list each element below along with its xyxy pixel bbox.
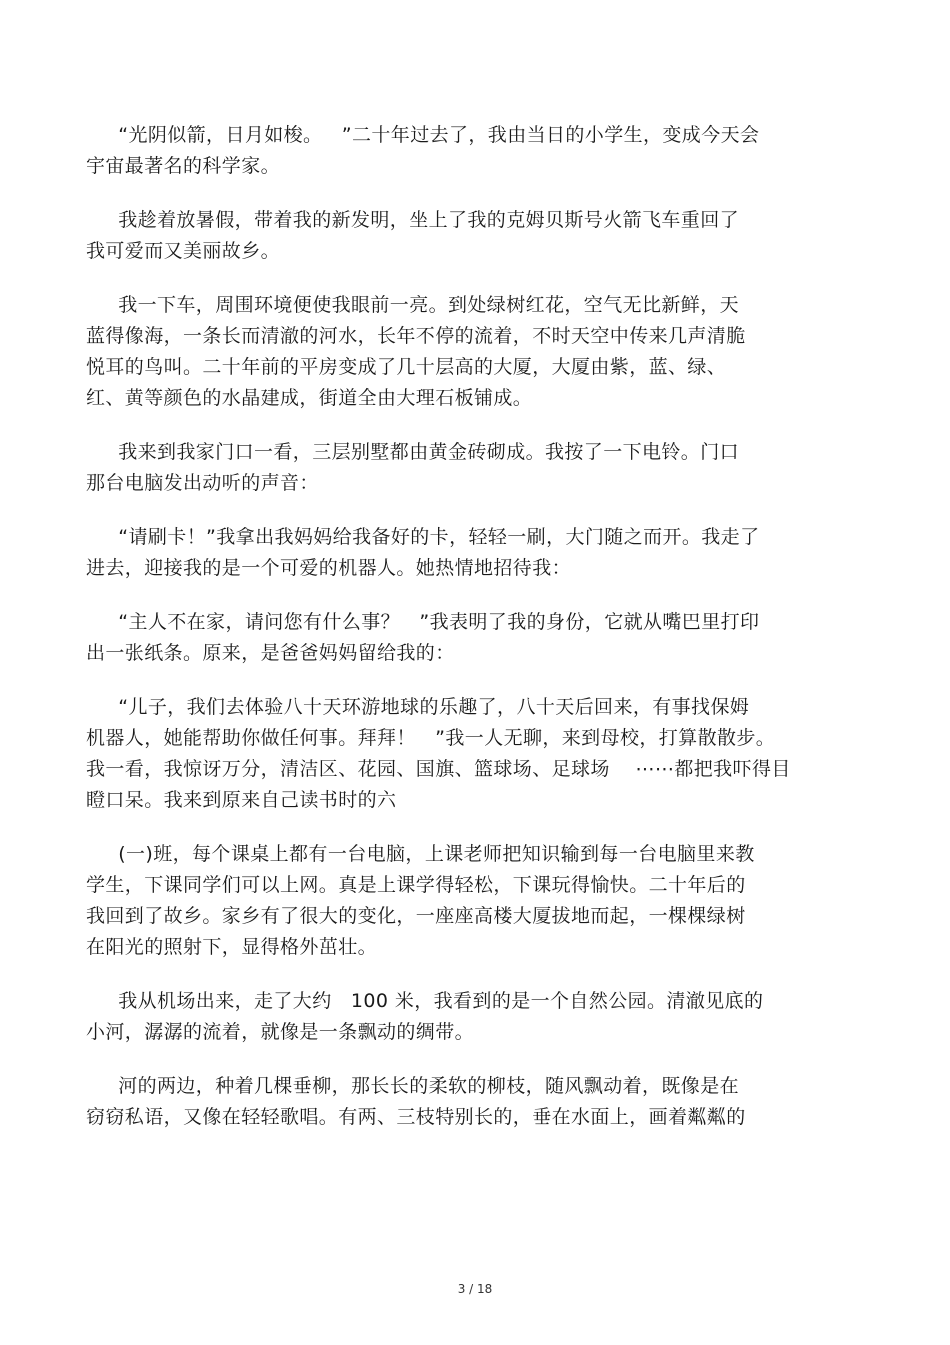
- paragraph-7: [86, 692, 866, 816]
- text-line: 我从机场出来，走了大约 100 米，我看到的是一个自然公园。清澈见底的: [86, 990, 764, 1012]
- paragraph-8: [86, 839, 866, 963]
- text-line: “主人不在家，请问您有什么事？ ”我表明了我的身份，它就从嘴巴里打印: [86, 611, 760, 633]
- text-line: 蓝得像海，一条长而清澈的河水，长年不停的流着，不时天空中传来几声清脆: [86, 325, 746, 347]
- text-line: 小河，潺潺的流着，就像是一条飘动的绸带。: [86, 1021, 475, 1043]
- text-line: 红、黄等颜色的水晶建成，街道全由大理石板铺成。: [86, 387, 533, 409]
- text-line: 我可爱而又美丽故乡。: [86, 240, 281, 262]
- text-line: 我回到了故乡。家乡有了很大的变化，一座座高楼大厦拔地而起，一棵棵绿树: [86, 905, 746, 927]
- paragraph-4: [86, 437, 866, 499]
- page-number: 3 / 18: [457, 1282, 493, 1296]
- text-line: 我一看，我惊讶万分，清洁区、花园、国旗、篮球场、足球场 ⋯⋯都把我吓得目: [86, 758, 791, 780]
- text-line: “请刷卡！”我拿出我妈妈给我备好的卡，轻轻一刷，大门随之而开。我走了: [86, 526, 760, 548]
- text-line: 学生，下课同学们可以上网。真是上课学得轻松，下课玩得愉快。二十年后的: [86, 874, 746, 896]
- text-line: 那台电脑发出动听的声音：: [86, 472, 319, 494]
- text-line: 在阳光的照射下，显得格外茁壮。: [86, 936, 378, 958]
- text-line: 我趁着放暑假，带着我的新发明，坐上了我的克姆贝斯号火箭飞车重回了: [86, 209, 739, 231]
- text-line: 宇宙最著名的科学家。: [86, 155, 281, 177]
- text-line: 窃窃私语，又像在轻轻歌唱。有两、三枝特别长的，垂在水面上，画着粼粼的: [86, 1106, 746, 1128]
- body-text: [86, 120, 866, 1156]
- text-line: 我一下车，周围环境便使我眼前一亮。到处绿树红花，空气无比新鲜，天: [86, 294, 739, 316]
- text-line: 进去，迎接我的是一个可爱的机器人。她热情地招待我：: [86, 557, 572, 579]
- text-line: 出一张纸条。原来，是爸爸妈妈留给我的：: [86, 642, 455, 664]
- text-line: 机器人，她能帮助你做任何事。拜拜！ ”我一人无聊，来到母校，打算散散步。: [86, 727, 776, 749]
- paragraph-10: [86, 1071, 866, 1133]
- text-line: “光阴似箭，日月如梭。 ”二十年过去了，我由当日的小学生，变成今天会: [86, 124, 760, 146]
- text-line: 河的两边，种着几棵垂柳，那长长的柔软的柳枝，随风飘动着，既像是在: [86, 1075, 739, 1097]
- paragraph-1: [86, 120, 866, 182]
- paragraph-6: [86, 607, 866, 669]
- paragraph-2: [86, 205, 866, 267]
- text-line: 悦耳的鸟叫。二十年前的平房变成了几十层高的大厦，大厦由紫，蓝、绿、: [86, 356, 727, 378]
- paragraph-9: [86, 986, 866, 1048]
- text-line: (一)班，每个课桌上都有一台电脑，上课老师把知识输到每一台电脑里来教: [86, 843, 755, 865]
- text-line: 我来到我家门口一看，三层别墅都由黄金砖砌成。我按了一下电铃。门口: [86, 441, 739, 463]
- text-line: 瞪口呆。我来到原来自己读书时的六: [86, 789, 397, 811]
- text-line: “儿子，我们去体验八十天环游地球的乐趣了，八十天后回来，有事找保姆: [86, 696, 750, 718]
- paragraph-5: [86, 522, 866, 584]
- paragraph-3: [86, 290, 866, 414]
